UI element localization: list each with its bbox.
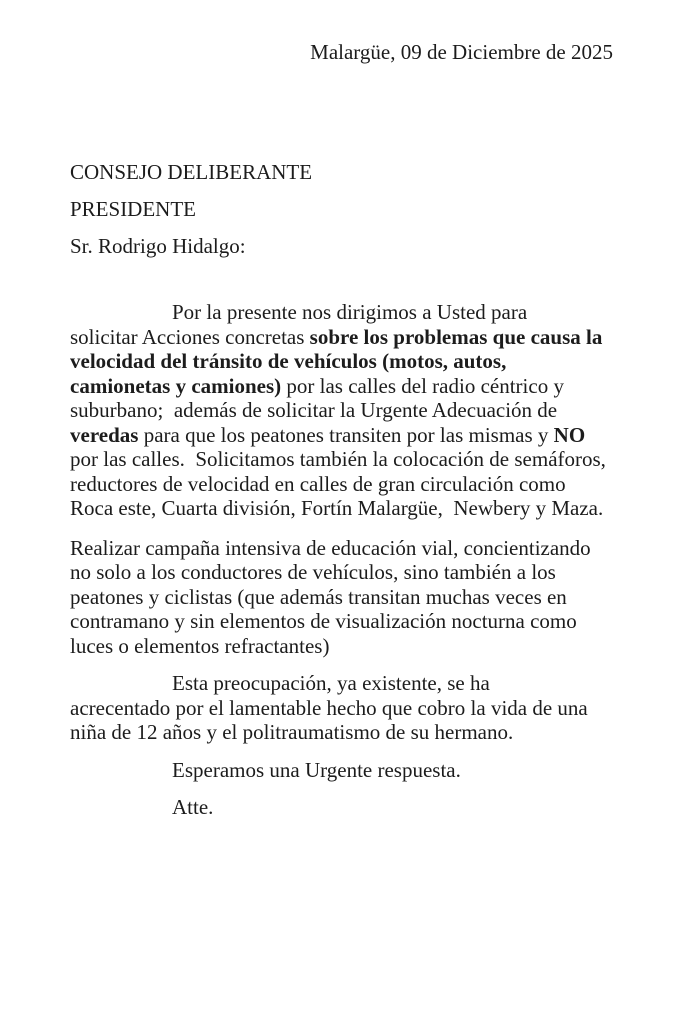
recipient-organization: CONSEJO DELIBERANTE — [70, 159, 313, 184]
recipient-title: PRESIDENTE — [70, 196, 196, 221]
recipient-block — [70, 160, 613, 259]
text-run: peatones y ciclistas (que además transitan muchas veces en — [70, 584, 567, 609]
text-run: Atte. — [172, 795, 214, 819]
concern-paragraph — [70, 671, 613, 745]
letter-line — [70, 696, 613, 721]
recipient-name: Sr. Rodrigo Hidalgo: — [70, 233, 246, 258]
letter-line — [70, 795, 613, 820]
letter-line — [70, 423, 613, 448]
text-run: por las calles. Solicitamos también la colocación de semáforos, — [70, 447, 606, 471]
letter-line — [70, 720, 613, 745]
text-run: para que los peatones transiten por las mismas y — [138, 422, 554, 447]
letter-line — [70, 349, 613, 374]
signoff-paragraph — [70, 795, 613, 820]
date-line: Malargüe, 09 de Diciembre de 2025 — [310, 40, 613, 64]
text-run: Esperamos una Urgente respuesta. — [172, 757, 461, 782]
letter-line — [70, 758, 613, 783]
letter-body — [70, 300, 613, 820]
text-run: no solo a los conductores de vehículos, sino también a los — [70, 560, 556, 584]
letter-line — [70, 585, 613, 610]
education-paragraph — [70, 536, 613, 659]
letter-line — [70, 536, 613, 561]
text-run: Esta preocupación, ya existente, se ha — [172, 671, 490, 695]
bold-text-run: NO — [553, 422, 586, 447]
letter-line — [70, 609, 613, 634]
text-run: por las calles del radio céntrico y — [281, 373, 564, 398]
letter-line — [70, 671, 613, 696]
bold-text-run: sobre los problemas que causa la — [309, 324, 603, 349]
bold-text-run: velocidad del tránsito de vehículos (motos, autos, — [70, 349, 507, 373]
bold-text-run: veredas — [70, 422, 139, 447]
letter-line — [70, 325, 613, 350]
text-run: niña de 12 años y el politraumatismo de su hermano. — [70, 720, 514, 744]
request-paragraph — [70, 300, 613, 521]
letter-line — [70, 398, 613, 423]
text-run: Por la presente nos dirigimos a Usted para — [172, 300, 528, 324]
text-run: reductores de velocidad en calles de gran circulación como — [70, 471, 566, 496]
text-run: solicitar Acciones concretas — [70, 324, 310, 349]
text-run: contramano y sin elementos de visualización nocturna como — [70, 609, 577, 633]
bold-text-run: camionetas y camiones) — [70, 373, 282, 398]
text-run: acrecentado por el lamentable hecho que cobro la vida de una — [70, 695, 588, 720]
text-run: suburbano; además de solicitar la Urgente Adecuación de — [70, 398, 558, 422]
letter-line — [70, 496, 613, 521]
letter-line — [70, 634, 613, 659]
letter-line — [70, 447, 613, 472]
closing-request-paragraph — [70, 758, 613, 783]
text-run: luces o elementos refractantes) — [70, 633, 330, 658]
letter-line — [70, 300, 613, 325]
text-run: Roca este, Cuarta división, Fortín Malargüe, Newbery y Maza. — [70, 496, 604, 520]
text-run: Realizar campaña intensiva de educación vial, concientizando — [70, 535, 591, 560]
letter-line — [70, 374, 613, 399]
letter-line — [70, 472, 613, 497]
letter-line — [70, 560, 613, 585]
